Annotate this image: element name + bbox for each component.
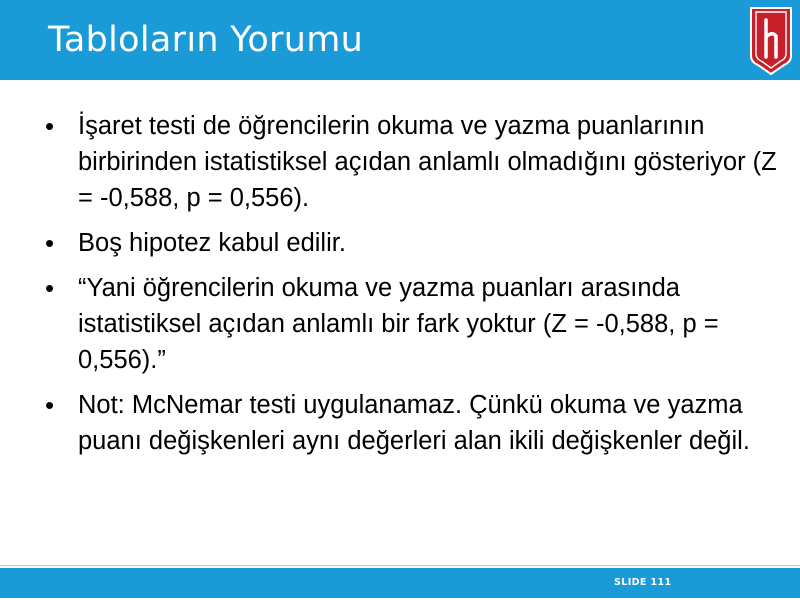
bullet-text: “Yani öğrencilerin okuma ve yazma puanları arasında istatistiksel açıdan anlamlı bir fark yoktur (Z = -0,588, p = 0,556).” [78, 274, 719, 374]
bullet-text: Not: McNemar testi uygulanamaz. Çünkü okuma ve yazma puanı değişkenleri aynı değerleri alan ikili değişkenler değil. [78, 391, 750, 455]
bullet-text: Boş hipotez kabul edilir. [78, 229, 346, 257]
list-item [0, 270, 800, 378]
bullet-list [0, 108, 800, 459]
bullet-icon: • [45, 273, 55, 303]
slide-number: SLIDE 111 [614, 577, 672, 588]
university-h-logo-icon [746, 2, 796, 78]
footer-bar [0, 568, 800, 598]
list-item [0, 225, 800, 261]
page-title: Tabloların Yorumu [48, 20, 364, 60]
list-item [0, 387, 800, 459]
content-area [0, 108, 800, 468]
list-item [0, 108, 800, 216]
bullet-icon: • [45, 390, 55, 420]
bullet-icon: • [45, 228, 55, 258]
bullet-text: İşaret testi de öğrencilerin okuma ve yazma puanlarının birbirinden istatistiksel açıdan anlamlı olmadığını gösteriyor (Z = -0,588, p = 0,556). [78, 112, 777, 212]
bullet-icon: • [45, 111, 55, 141]
header-bar [0, 0, 800, 80]
footer-divider [0, 565, 800, 566]
